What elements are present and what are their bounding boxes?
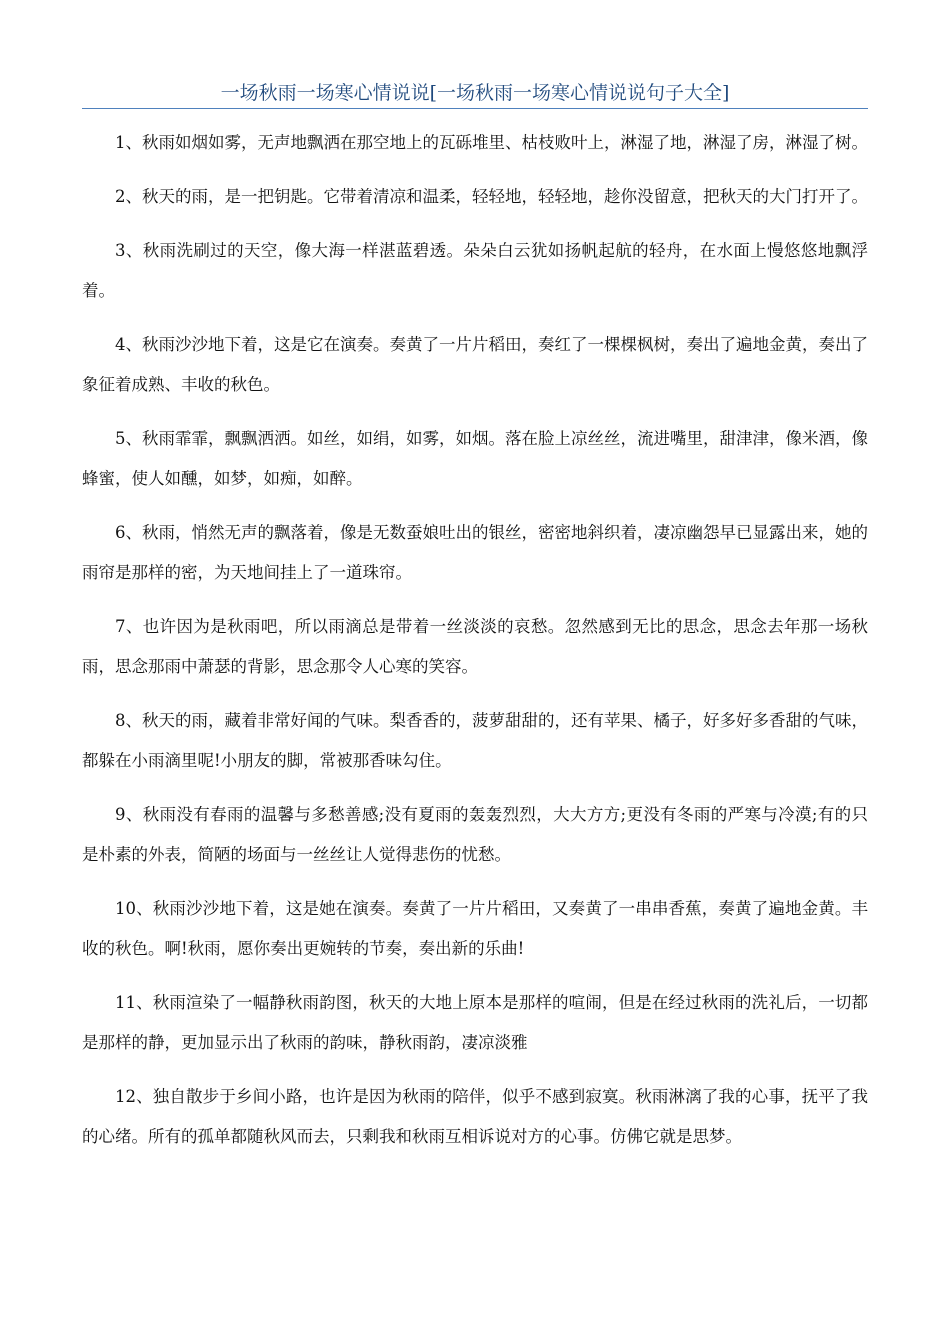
title-underline [82, 108, 868, 109]
paragraph-5: 5、秋雨霏霏，飘飘洒洒。如丝，如绢，如雾，如烟。落在脸上凉丝丝，流进嘴里，甜津津，像米酒，像蜂蜜，使人如醺，如梦，如痴，如醉。 [82, 429, 868, 488]
paragraph-6: 6、秋雨，悄然无声的飘落着，像是无数蚕娘吐出的银丝，密密地斜织着，凄凉幽怨早已显露出来，她的雨帘是那样的密，为天地间挂上了一道珠帘。 [82, 523, 868, 582]
paragraph-3: 3、秋雨洗刷过的天空，像大海一样湛蓝碧透。朵朵白云犹如扬帆起航的轻舟，在水面上慢悠悠地飘浮着。 [82, 241, 868, 300]
paragraph-8: 8、秋天的雨，藏着非常好闻的气味。梨香香的，菠萝甜甜的，还有苹果、橘子，好多好多香甜的气味，都躲在小雨滴里呢!小朋友的脚，常被那香味勾住。 [82, 711, 868, 770]
paragraph-7: 7、也许因为是秋雨吧，所以雨滴总是带着一丝淡淡的哀愁。忽然感到无比的思念，思念去年那一场秋雨，思念那雨中萧瑟的背影，思念那令人心寒的笑容。 [82, 617, 868, 676]
paragraph-2: 2、秋天的雨，是一把钥匙。它带着清凉和温柔，轻轻地，轻轻地，趁你没留意，把秋天的大门打开了。 [115, 187, 868, 206]
document-title: 一场秋雨一场寒心情说说[一场秋雨一场寒心情说说句子大全] [220, 82, 730, 104]
document-body [82, 123, 868, 1171]
paragraph-12: 12、独自散步于乡间小路，也许是因为秋雨的陪伴，似乎不感到寂寞。秋雨淋漓了我的心事，抚平了我的心绪。所有的孤单都随秋风而去，只剩我和秋雨互相诉说对方的心事。仿佛它就是思梦。 [82, 1087, 868, 1146]
paragraph-11: 11、秋雨渲染了一幅静秋雨韵图，秋天的大地上原本是那样的喧闹，但是在经过秋雨的洗礼后，一切都是那样的静，更加显示出了秋雨的韵味，静秋雨韵，凄凉淡雅 [82, 993, 868, 1052]
paragraph-1: 1、秋雨如烟如雾，无声地飘洒在那空地上的瓦砾堆里、枯枝败叶上，淋湿了地，淋湿了房，淋湿了树。 [115, 133, 868, 152]
paragraph-9: 9、秋雨没有春雨的温馨与多愁善感;没有夏雨的轰轰烈烈，大大方方;更没有冬雨的严寒与冷漠;有的只是朴素的外表，简陋的场面与一丝丝让人觉得悲伤的忧愁。 [82, 805, 868, 864]
paragraph-10: 10、秋雨沙沙地下着，这是她在演奏。奏黄了一片片稻田，又奏黄了一串串香蕉，奏黄了遍地金黄。丰收的秋色。啊!秋雨，愿你奏出更婉转的节奏，奏出新的乐曲! [82, 899, 868, 958]
paragraph-4: 4、秋雨沙沙地下着，这是它在演奏。奏黄了一片片稻田，奏红了一棵棵枫树，奏出了遍地金黄，奏出了象征着成熟、丰收的秋色。 [82, 335, 868, 394]
